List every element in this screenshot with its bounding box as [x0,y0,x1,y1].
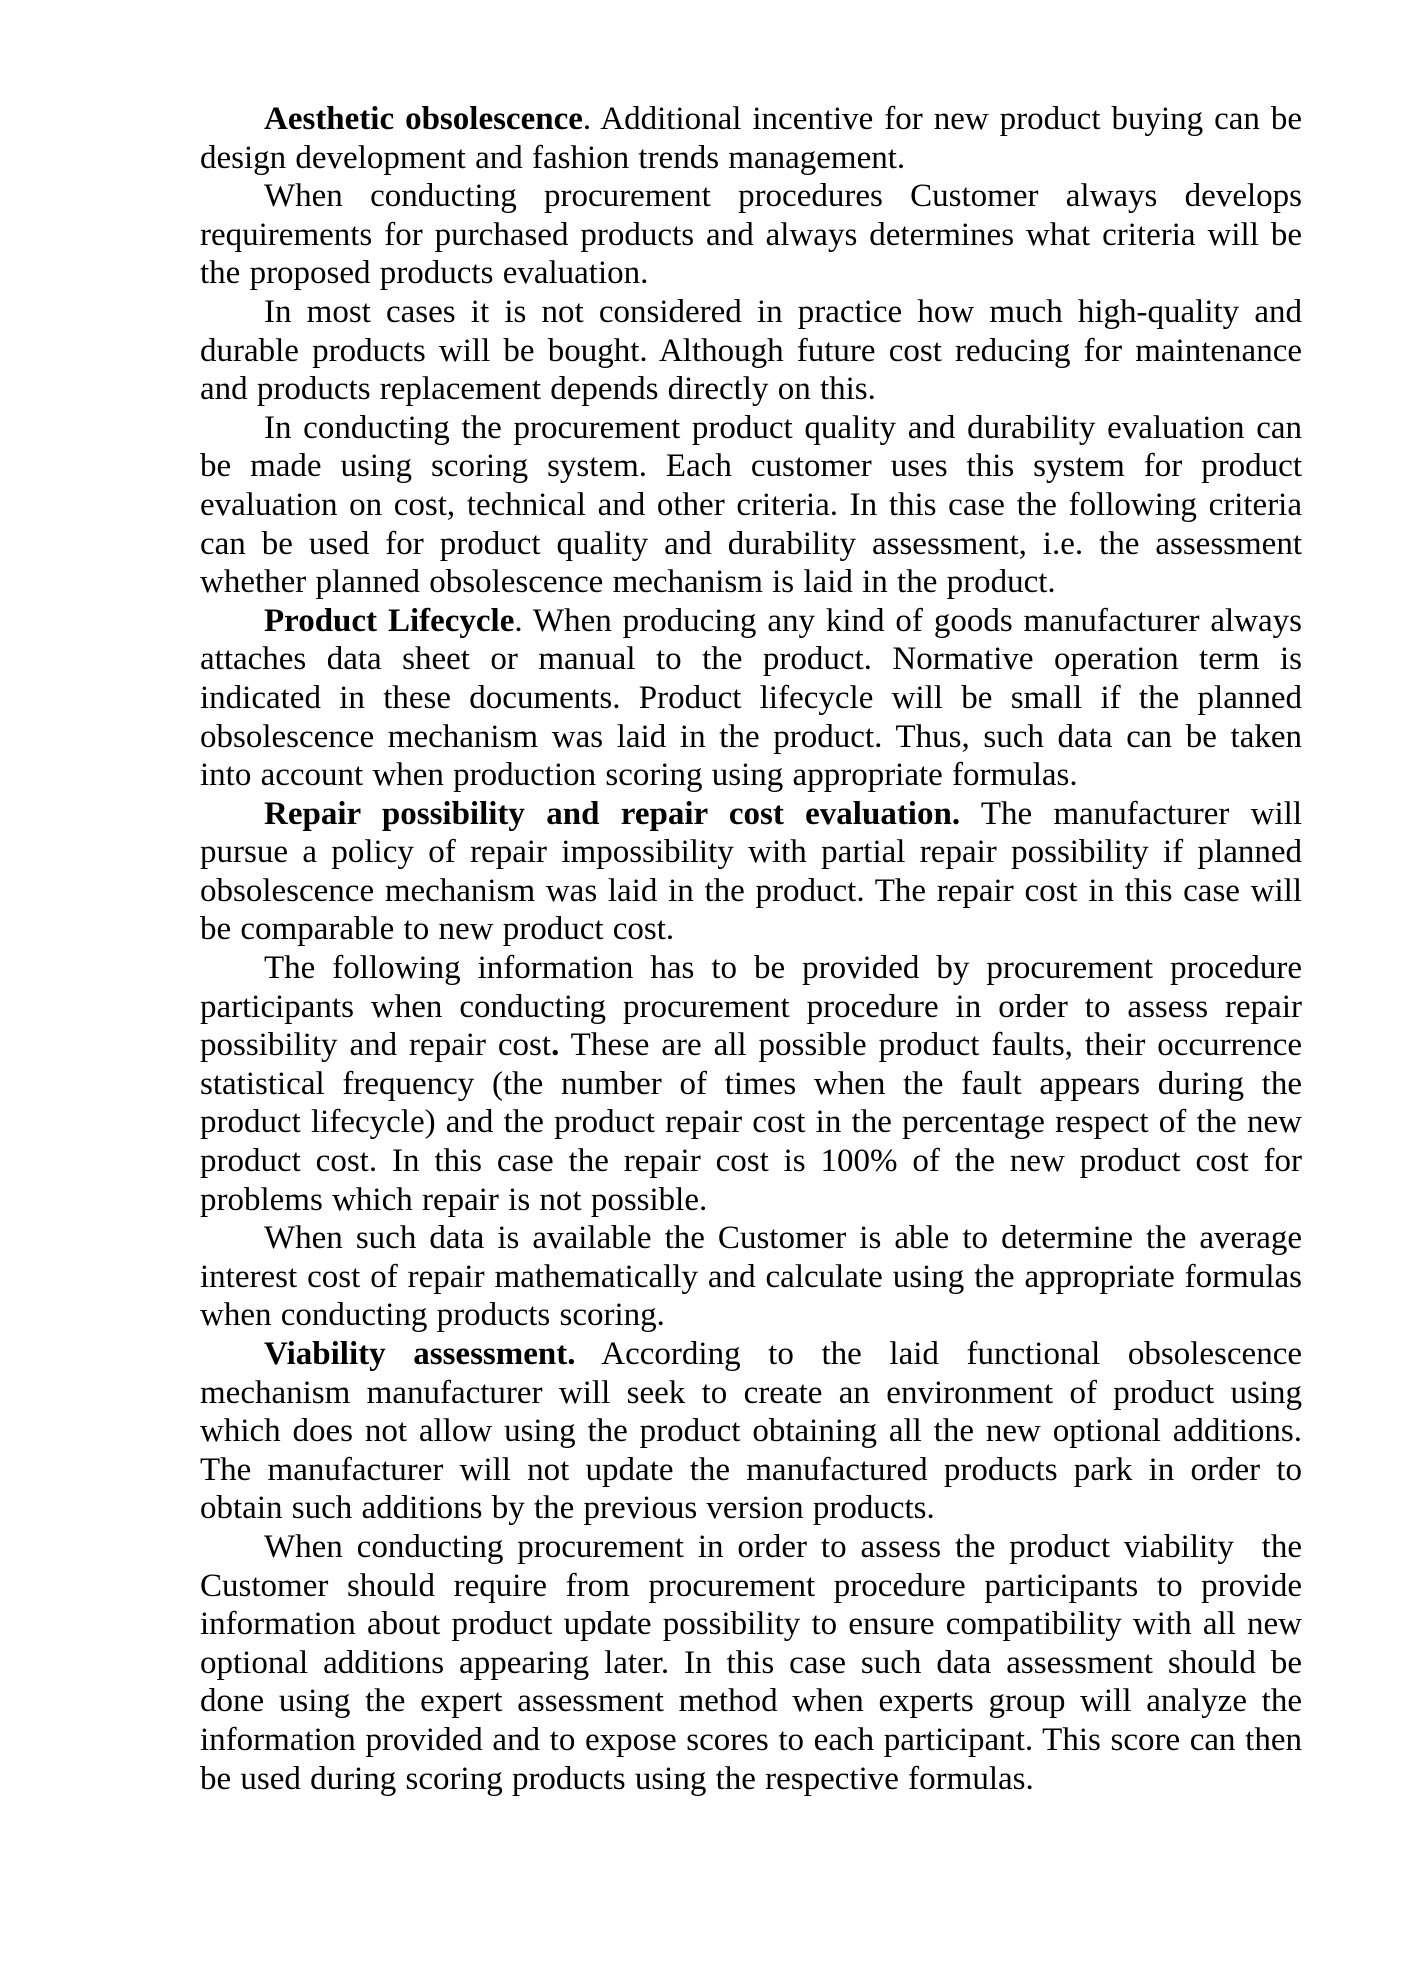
paragraph [200,409,1302,602]
paragraph-lead-bold: Product Lifecycle [264,602,515,639]
paragraph-text: In conducting the procurement product quality and durability evaluation can be made using scoring system. Each customer uses this system for product evaluation on cost, technical and other criteria. In this case the following criteria can be used for product quality and durability assessment, i.e. the assessment whether planned obsolescence mechanism is laid in the product. [200,409,1302,601]
paragraph [200,100,1302,177]
paragraph-text: The manufacturer will pursue a policy of repair impossibility with partial repair possibility if planned obsolescence mechanism was laid in the product. The repair cost in this case will be comparable to new product cost. [200,795,1302,948]
paragraph-text: According to the laid functional obsolescence mechanism manufacturer will seek to create an environment of product using which does not allow using the product obtaining all the new optional additions. The manufacturer will not update the manufactured products park in order to obtain such additions by the previous version products. [200,1336,1302,1527]
paragraph-lead-bold: Viability assessment. [264,1336,576,1372]
paragraph [200,795,1302,949]
paragraph [200,949,1302,1219]
paragraph-text: . When producing any kind of goods manufacturer always attaches data sheet or manual to the product. Normative operation term is indicated in these documents. Product lifecycle will be small if the planned obsolescence mechanism was laid in the product. Thus, such data can be taken into account when production scoring using appropriate formulas. [200,602,1302,794]
paragraph-text: The following information has to be provided by procurement procedure participants when conducting procurement procedure in order to assess repair possibility and repair cost [200,950,1302,1064]
paragraph-text: When such data is available the Customer is able to determine the average interest cost of repair mathematically and calculate using the appropriate formulas when conducting products scoring. [200,1220,1302,1334]
paragraph [200,177,1302,293]
paragraph-lead-bold: . [551,1027,560,1064]
paragraph-text: When conducting procurement procedures Customer always develops requirements for purchased products and always determines what criteria will be the proposed products evaluation. [200,178,1302,292]
paragraph-lead-bold: Aesthetic obsolescence [264,101,583,137]
paragraph [200,293,1302,409]
paragraph-text: In most cases it is not considered in practice how much high-quality and durable products will be bought. Although future cost reducing for maintenance and products replacement depends directly on this. [200,293,1302,408]
paragraph [200,602,1302,795]
document-body [200,100,1302,1798]
paragraph [200,1219,1302,1335]
paragraph-text: These are all possible product faults, their occurrence statistical frequency (the number of times when the fault appears during the product lifecycle) and the product repair cost in the percentage respect of the new product cost. In this case the repair cost is 100% of the new product cost for problems which repair is not possible. [200,1027,1302,1218]
paragraph [200,1335,1302,1528]
paragraph [200,1528,1302,1798]
paragraph-text: When conducting procurement in order to assess the product viability the Customer should require from procurement procedure participants to provide information about product update possibility to ensure compatibility with all new optional additions appearing later. In this case such data assessment should be done using the expert assessment method when experts group will analyze the information provided and to expose scores to each participant. This score can then be used during scoring products using the respective formulas. [200,1528,1302,1797]
paragraph-lead-bold: Repair possibility and repair cost evaluation. [264,795,961,832]
paragraph-text: . Additional incentive for new product buying can be design development and fashion trends management. [200,101,1302,176]
